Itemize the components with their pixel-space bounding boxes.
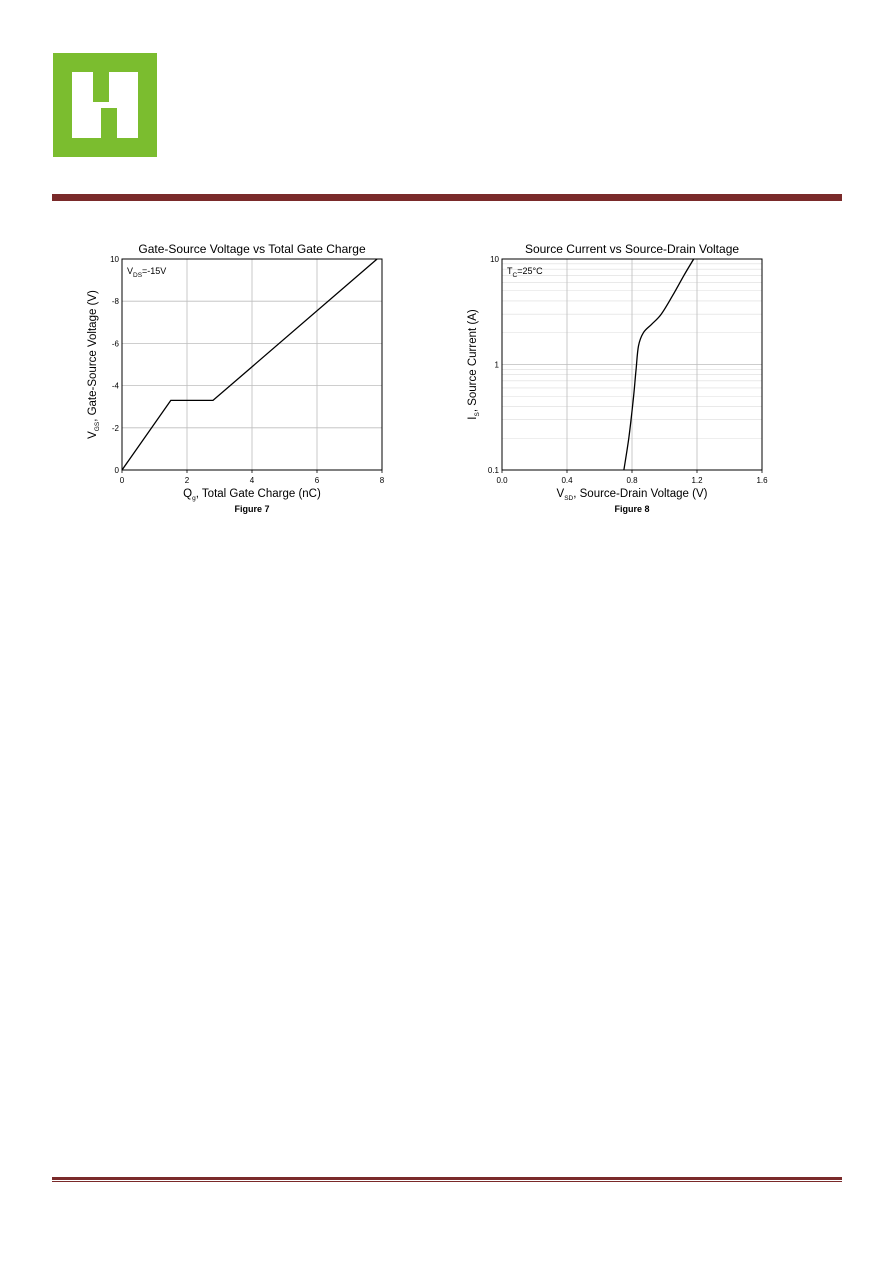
header-divider [52, 188, 842, 195]
x-tick-label: 2 [184, 476, 190, 485]
y-tick-label: 10 [110, 255, 119, 264]
figure-8-chart [460, 236, 780, 520]
logo-notch-top [93, 72, 109, 102]
chart-annotation: $T_C=25^\circ C$ [507, 266, 543, 279]
y-tick-label: 10 [490, 255, 499, 264]
chart-title: Gate-Source Voltage vs Total Gate Charge [138, 242, 366, 256]
y-tick-label: 0.1 [487, 466, 499, 475]
x-tick-label: 1.6 [756, 476, 768, 485]
y-axis-label: $I_S$, Source Current (A) [467, 309, 481, 420]
y-tick-label: -8 [111, 297, 119, 307]
x-axis-label: $Q_g$, Total Gate Charge (nC) [183, 488, 321, 502]
footer-divider-thin [52, 1181, 842, 1182]
logo-notch-bottom [101, 108, 117, 138]
y-tick-label: 0 [114, 466, 119, 475]
figure-caption: Figure 8 [614, 504, 650, 514]
y-tick-label: 1 [494, 360, 499, 370]
x-tick-label: 6 [314, 476, 320, 485]
series-line-0 [122, 259, 377, 470]
figure-caption: Figure 7 [234, 504, 270, 514]
y-axis-label: $V_{GS}$, Gate-Source Voltage (V) [87, 290, 101, 439]
y-tick-label: -4 [111, 381, 119, 391]
company-logo [53, 53, 157, 157]
figure-7-chart [80, 236, 400, 520]
chart-annotation: $V_{DS}=-15V$ [127, 266, 167, 279]
footer-divider-thick [52, 1177, 842, 1180]
footer-divider [52, 1169, 842, 1174]
y-tick-label: -2 [111, 423, 119, 433]
x-tick-label: 8 [379, 476, 385, 485]
x-tick-label: 1.2 [691, 476, 703, 485]
x-tick-label: 0.4 [561, 476, 573, 485]
x-tick-label: 0.0 [496, 476, 508, 485]
x-tick-label: 4 [249, 476, 255, 485]
y-tick-label: -6 [111, 339, 119, 349]
x-axis-label: $V_{SD}$, Source-Drain Voltage (V) [556, 488, 708, 502]
header-divider-bar [52, 194, 842, 201]
x-tick-label: 0 [119, 476, 125, 485]
chart-title: Source Current vs Source-Drain Voltage [524, 242, 740, 256]
x-tick-label: 0.8 [626, 476, 638, 485]
